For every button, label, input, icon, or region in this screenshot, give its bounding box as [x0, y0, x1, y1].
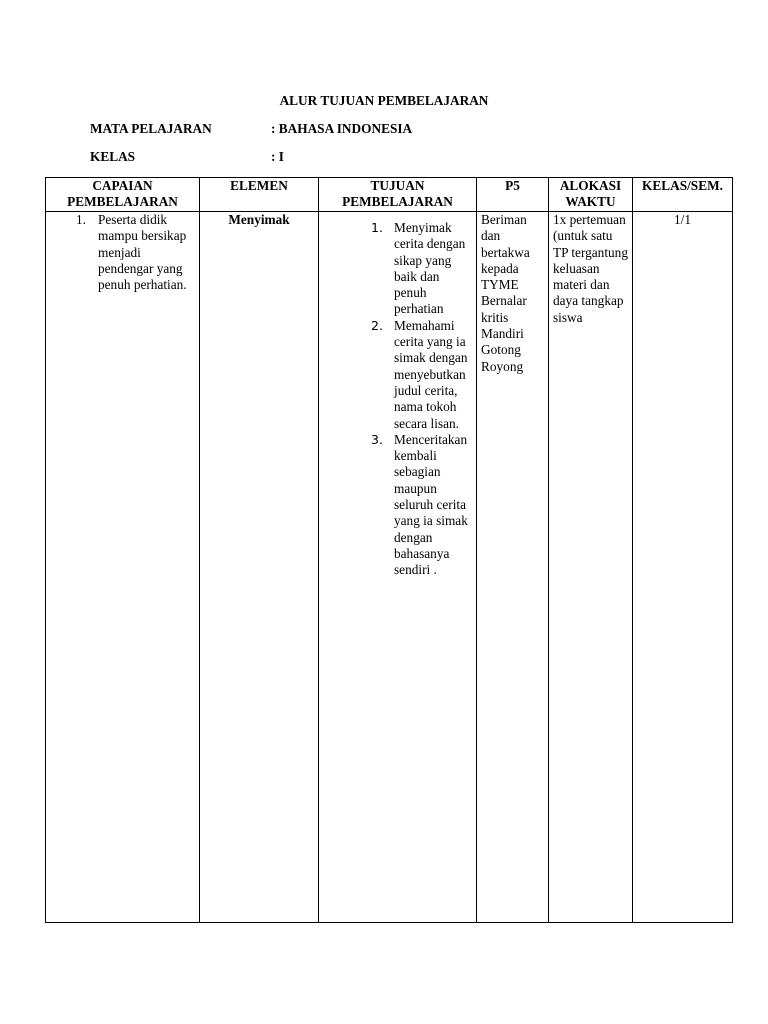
header-elemen [200, 178, 319, 212]
tp-item-text: Menceritakan kembali sebagian maupun seluruh cerita yang ia simak dengan bahasanya sendiri . [394, 431, 468, 578]
cp-item-number: 1. [76, 212, 86, 227]
header-elemen-text: ELEMEN [230, 178, 288, 193]
cell-capaian-pembelajaran [46, 212, 200, 923]
document-title: ALUR TUJUAN PEMBELAJARAN [279, 93, 489, 108]
tp-item-number: 3. [371, 431, 383, 447]
subject-value: : BAHASA INDONESIA [271, 121, 413, 136]
tp-list-item [371, 431, 472, 579]
cell-alokasi-waktu [549, 212, 633, 923]
class-value: : I [271, 149, 284, 164]
tp-item-number: 2. [371, 317, 383, 333]
elemen-text: Menyimak [228, 212, 290, 227]
tp-item-text: Memahami cerita yang ia simak dengan menyebutkan judul cerita, nama tokoh secara lisan. [394, 317, 468, 431]
tp-item-text: Menyimak cerita dengan sikap yang baik dan penuh perhatian [394, 220, 466, 317]
kelas-sem-text: 1/1 [674, 212, 691, 227]
cell-p5 [477, 212, 549, 923]
cell-kelas-sem [633, 212, 733, 923]
header-tp-line2: PEMBELAJARAN [342, 194, 453, 209]
header-aw-line2: WAKTU [565, 194, 616, 209]
header-tp-line1: TUJUAN [370, 178, 425, 193]
header-capaian-pembelajaran [46, 178, 200, 212]
p5-text: Beriman dan bertakwa kepada TYME Bernalar kritis Mandiri Gotong Royong [481, 212, 530, 374]
cell-tujuan-pembelajaran [319, 212, 477, 923]
class-label: KELAS [90, 149, 136, 164]
tp-list-item [371, 220, 472, 318]
tp-item-number: 1. [371, 220, 383, 235]
cp-list-item [76, 212, 195, 293]
header-tujuan-pembelajaran [319, 178, 477, 212]
header-aw-line1: ALOKASI [559, 178, 622, 193]
header-p5 [477, 178, 549, 212]
header-p5-text: P5 [505, 178, 520, 193]
alokasi-waktu-text: 1x pertemuan (untuk satu TP tergantung keluasan materi dan daya tangkap siswa [553, 212, 628, 325]
header-ks-text: KELAS/SEM. [642, 178, 723, 193]
header-cp-line1: CAPAIAN [92, 178, 153, 193]
cell-elemen [200, 212, 319, 923]
learning-objectives-table [45, 177, 733, 923]
header-alokasi-waktu [549, 178, 633, 212]
table-header-row [46, 178, 733, 212]
header-cp-line2: PEMBELAJARAN [67, 194, 178, 209]
tp-list-item [371, 317, 472, 432]
cp-item-text: Peserta didik mampu bersikap menjadi pendengar yang penuh perhatian. [98, 212, 187, 293]
header-kelas-sem [633, 178, 733, 212]
subject-label: MATA PELAJARAN [90, 121, 212, 136]
table-row [46, 212, 733, 923]
